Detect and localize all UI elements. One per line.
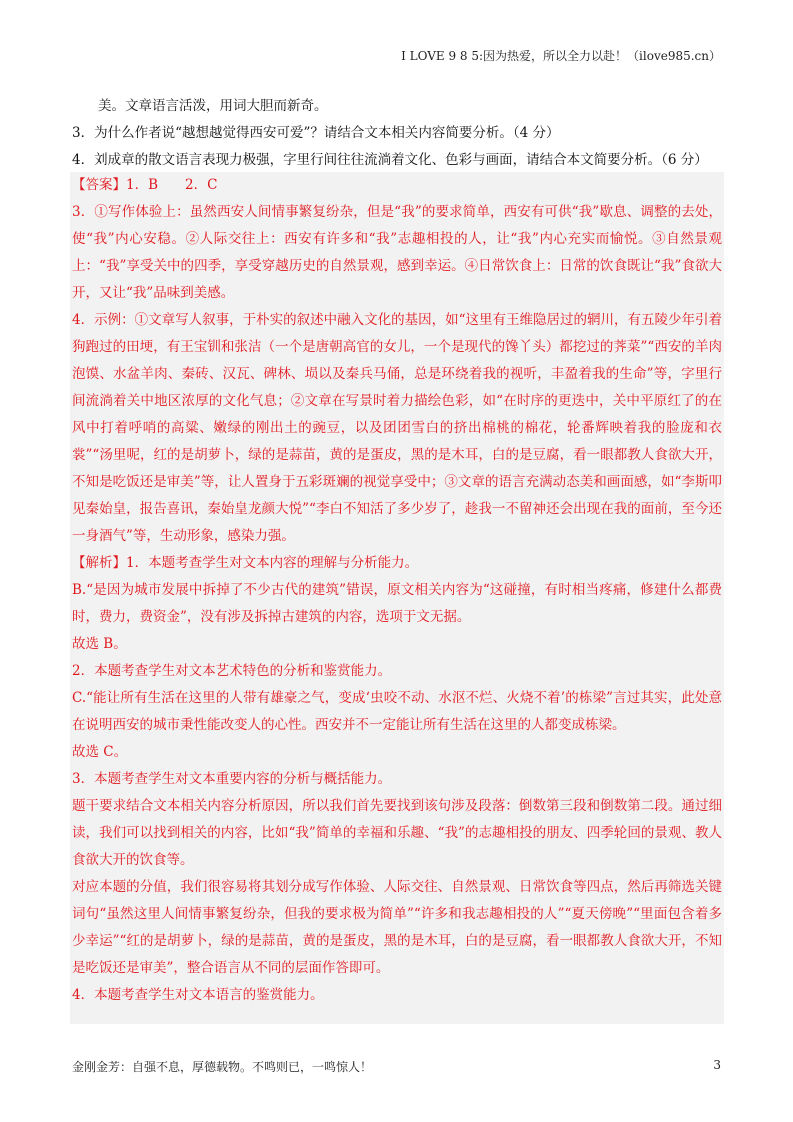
question-line: 美。文章语言活泼，用词大胆而新奇。 bbox=[98, 98, 328, 114]
answer-section bbox=[72, 172, 722, 1009]
page-header: I LOVE 9 8 5:因为热爱，所以全力以赴！（ilove985.cn） bbox=[401, 49, 721, 63]
analysis-heading: 【解析】1．本题考查学生对文本内容的理解与分析能力。 bbox=[72, 555, 419, 571]
answer-paragraph: 3．①写作体验上：虽然西安人间情事繁复纷杂，但是“我”的要求简单，西安有可供“我”歇息、调整的去处，使“我”内心安稳。②人际交往上：西安有许多和“我”志趣相投的人，让“我”内心充实而愉悦。③自然景观上：“我”享受关中的四季，享受穿越历史的自然景观，感到幸运。④日常饮食上：日常的饮食既让“我”食欲大开，又让“我”品味到美感。 bbox=[72, 204, 722, 301]
footer-motto: 金刚金芳：自强不息，厚德载物。不鸣则已，一鸣惊人！ bbox=[72, 1060, 373, 1074]
analysis-paragraph: 故选 B。 bbox=[72, 636, 127, 652]
analysis-paragraph: 题干要求结合文本相关内容分析原因，所以我们首先要找到该句涉及段落：倒数第三段和倒数第二段。通过细读，我们可以找到相关的内容，比如“我”简单的幸福和乐趣、“我”的志趣相投的朋友、四季轮回的景观、教人食欲大开的饮食等。 bbox=[72, 798, 722, 868]
analysis-paragraph: B.“是因为城市发展中拆掉了不少古代的建筑”错误，原文相关内容为“这碰撞，有时相当疼痛，修建什么都费时，费力，费资金”，没有涉及拆掉古建筑的内容，选项于文无据。 bbox=[72, 582, 722, 625]
analysis-paragraph: 3．本题考查学生对文本重要内容的分析与概括能力。 bbox=[72, 771, 392, 787]
page-number: 3 bbox=[713, 1058, 721, 1072]
analysis-paragraph: C.“能让所有生活在这里的人带有雄豪之气，变成‘虫咬不动、水沤不烂、火烧不着’的栋梁”言过其实，此处意在说明西安的城市秉性能改变人的心性。西安并不一定能让所有生活在这里的人都变成栋梁。 bbox=[72, 690, 722, 733]
question-line: 3．为什么作者说“越想越觉得西安可爱”？请结合文本相关内容简要分析。（4 分） bbox=[72, 125, 560, 141]
answer-paragraph: 4．示例：①文章写人叙事，于朴实的叙述中融入文化的基因，如“这里有王维隐居过的辋川，有五陵少年引着狗跑过的田埂，有王宝钏和张洁（一个是唐朝高官的女儿，一个是现代的馋丫头）都挖过的荠菜”“西安的羊肉泡馍、水盆羊肉、秦砖、汉瓦、碑林、埙以及秦兵马俑，总是环绕着我的视听，丰盈着我的生命”等，字里行间流淌着关中地区浓厚的文化气息；②文章在写景时着力描绘色彩，如“在时序的更迭中，关中平原红了的在风中打着呼哨的高粱、嫩绿的刚出土的豌豆，以及团团雪白的挤出棉桃的棉花，轮番辉映着我的脸庞和衣裳”“汤里呢，红的是胡萝卜，绿的是蒜苗，黄的是蛋皮，黑的是木耳，白的是豆腐，看一眼都教人食欲大开，不知是吃饭还是审美”等，让人置身于五彩斑斓的视觉享受中；③文章的语言充满动态美和画面感，如“李斯叩见秦始皇，报告喜讯，秦始皇龙颜大悦”“李白不知活了多少岁了，趁我一不留神还会出现在我的面前，至今还一身酒气”等，生动形象，感染力强。 bbox=[72, 312, 722, 544]
question-block bbox=[72, 93, 722, 174]
question-line: 4．刘成章的散文语言表现力极强，字里行间往往流淌着文化、色彩与画面，请结合本文简要分析。（6 分） bbox=[72, 152, 708, 168]
analysis-paragraph: 2．本题考查学生对文本艺术特色的分析和鉴赏能力。 bbox=[72, 663, 392, 679]
analysis-paragraph: 故选 C。 bbox=[72, 744, 128, 760]
analysis-paragraph: 对应本题的分值，我们很容易将其划分成写作体验、人际交往、自然景观、日常饮食等四点，然后再筛选关键词句“虽然这里人间情事繁复纷杂，但我的要求极为简单”“许多和我志趣相投的人”“夏天傍晚”“里面包含着多少幸运”“红的是胡萝卜，绿的是蒜苗，黄的是蛋皮，黑的是木耳，白的是豆腐，看一眼都教人食欲大开，不知是吃饭还是审美”，整合语言从不同的层面作答即可。 bbox=[72, 879, 722, 976]
answer-heading: 【答案】1．B 2．C bbox=[72, 177, 218, 193]
analysis-paragraph: 4．本题考查学生对文本语言的鉴赏能力。 bbox=[72, 987, 324, 1003]
